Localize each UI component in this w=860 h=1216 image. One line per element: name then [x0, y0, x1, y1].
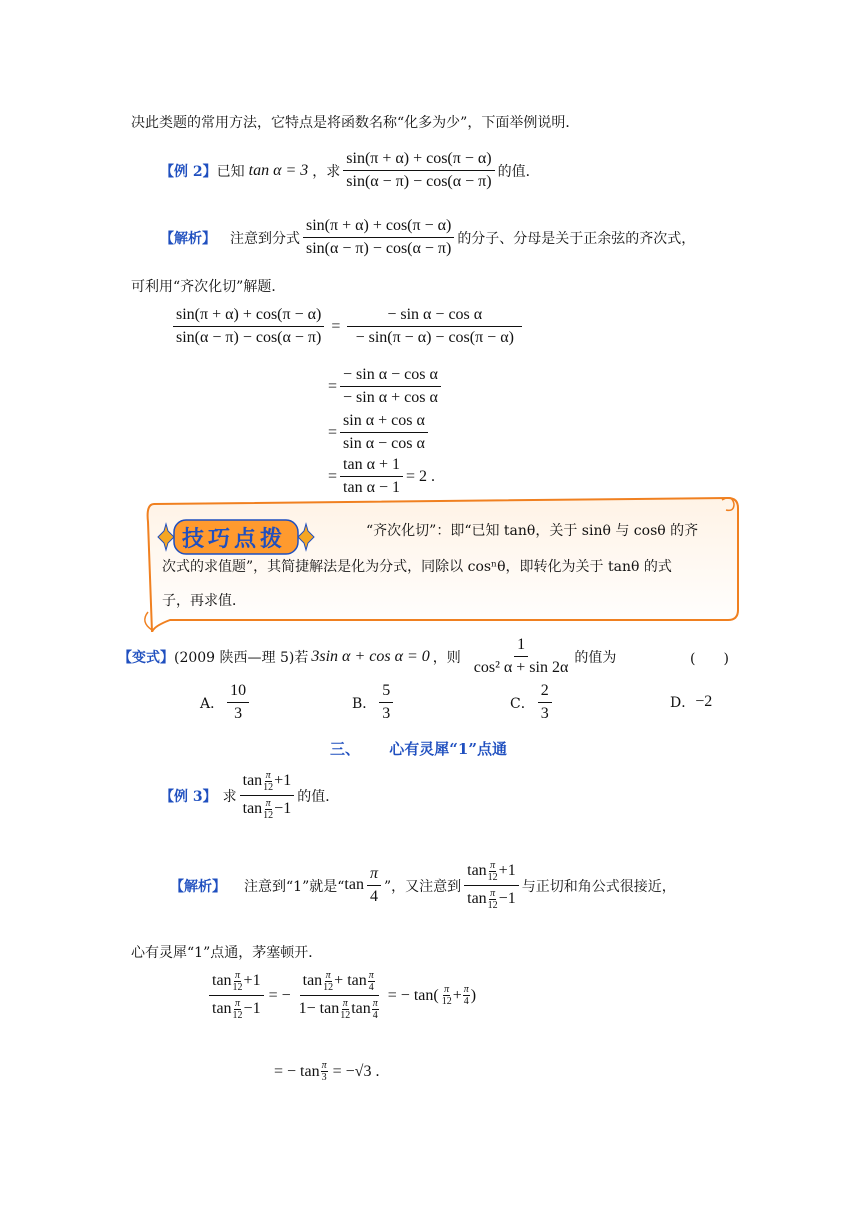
tip-line-2: 次式的求值题”，其简捷解法是化为分式，同除以 cosⁿθ，即转化为关于 tanθ 的式	[162, 559, 672, 575]
option-label: C．	[510, 695, 535, 712]
solution-3-text-after: 与正切和角公式很接近，	[521, 878, 676, 895]
answer-paren: ( )	[690, 651, 729, 667]
variant-fraction	[471, 636, 572, 677]
solution-2-fraction	[303, 217, 454, 258]
equals-sign: = − tan	[274, 1062, 320, 1080]
fraction-numerator: sin α + cos α	[340, 412, 428, 433]
equals-sign: =	[328, 423, 338, 441]
equals-sign: = − tan(	[387, 986, 439, 1004]
derivation-step-4	[328, 456, 435, 497]
example-3	[160, 770, 339, 821]
fraction-numerator: tan α + 1	[340, 456, 403, 477]
option-label: B．	[352, 695, 377, 712]
option-b	[352, 682, 396, 723]
tan-pi-over-4: tan $\frac{\pi}{4}$	[344, 865, 384, 906]
option-d	[670, 692, 712, 712]
example-2-fraction	[343, 150, 494, 191]
tip-badge	[148, 514, 316, 560]
variant-question	[118, 636, 616, 677]
variant-tag: 【变式】	[118, 649, 174, 666]
option-c	[510, 682, 555, 723]
option-fraction	[227, 682, 249, 723]
fraction-denominator: 3	[382, 705, 391, 722]
option-fraction	[379, 682, 393, 723]
fraction-numerator: − sin α − cos α	[340, 366, 441, 387]
solution-2-text-before: 注意到分式	[230, 230, 300, 247]
solution-3-line2: 心有灵犀“1”点通，茅塞顿开．	[131, 945, 323, 961]
fraction-denominator: 3	[540, 705, 549, 722]
derivation-3-step-2: = − tan $\frac{\pi}{3}$ = −√3 .	[274, 1060, 380, 1083]
fraction-denominator: tan α − 1	[343, 479, 400, 496]
variant-text-after: 的值为	[574, 649, 617, 666]
example-3-tag: 【例 3】	[160, 788, 217, 805]
variant-text-mid: ，则	[432, 649, 461, 666]
solution-2	[160, 217, 695, 258]
option-fraction	[538, 682, 552, 723]
solution-3-text-before: 注意到“1”就是“	[244, 878, 345, 895]
example-2-tag: 【例 2】	[160, 163, 217, 180]
solution-3	[170, 860, 676, 911]
lhs-fraction: tan $\frac{\pi}{12}$ +1 tan $\frac{\pi}{12}$ −1	[209, 970, 264, 1021]
fraction-numerator: 1	[514, 636, 528, 657]
example-2-given: tan α = 3	[248, 161, 309, 179]
equals-sign: =	[331, 317, 341, 335]
step-4-fraction	[340, 456, 403, 497]
fraction-numerator: sin(π + α) + cos(π − α)	[303, 217, 454, 238]
solution-3-text-mid: ”，又注意到	[383, 878, 462, 895]
derivation-3-step-1: tan $\frac{\pi}{12}$ +1 tan $\frac{\pi}{12}$ −1 = − tan $\frac{\pi}{12}$ + tan $\frac{\pi}{4}$ 1− tan $\frac{\pi}{12}$ tan $\frac{\pi}{4}$ = − tan( π 12 + π 4 )	[206, 970, 476, 1021]
example-2	[160, 150, 540, 191]
fraction-numerator: sin(π + α) + cos(π − α)	[173, 306, 324, 327]
middle-fraction: tan $\frac{\pi}{12}$ + tan $\frac{\pi}{4}$ 1− tan $\frac{\pi}{12}$ tan $\frac{\pi}{4}$	[298, 970, 378, 1021]
final-result: = −√3 .	[332, 1062, 380, 1080]
fraction-numerator: − sin α − cos α	[347, 306, 522, 327]
equals-sign: =	[328, 377, 338, 395]
fraction-denominator: sin(α − π) − cos(α − π)	[346, 173, 492, 190]
fraction-numerator: 5	[379, 682, 393, 703]
tip-line-1: “齐次化切”：即“已知 tanθ，关于 sinθ 与 cosθ 的齐	[366, 523, 699, 539]
fraction-denominator: cos² α + sin 2α	[473, 659, 569, 676]
example-3-text-after: 的值．	[297, 788, 340, 805]
fraction-numerator: tan $\frac{\pi}{12}$ +1	[464, 860, 519, 886]
step-1-rhs	[347, 306, 522, 347]
solution-2-line2: 可利用“齐次化切”解题．	[131, 279, 286, 295]
step-3-fraction	[340, 412, 428, 453]
derivation-step-1	[170, 306, 525, 347]
variant-text-before: 若	[294, 649, 309, 666]
fraction-denominator: tan $\frac{\pi}{12}$ −1	[242, 798, 292, 821]
step-1-lhs	[173, 306, 324, 347]
option-value: −2	[695, 693, 713, 710]
tip-line-3: 子，再求值．	[162, 593, 246, 609]
step-2-fraction	[340, 366, 441, 407]
intro-line: 决此类题的常用方法，它特点是将函数名称“化多为少”，下面举例说明．	[131, 115, 580, 131]
step-4-result: = 2 .	[405, 467, 436, 485]
derivation-step-2	[328, 366, 444, 407]
example-3-fraction	[240, 770, 295, 821]
fraction-denominator: sin α − cos α	[343, 435, 425, 452]
fraction-numerator: sin(π + α) + cos(π − α)	[343, 150, 494, 171]
equals-sign: =	[328, 467, 338, 485]
fraction-denominator: − sin(π − α) − cos(π − α)	[355, 329, 514, 346]
example-2-text-after: 的值．	[497, 163, 540, 180]
fraction-numerator: 2	[538, 682, 552, 703]
section-3-title: 心有灵犀“1”点通	[389, 740, 507, 758]
section-3-heading	[330, 738, 507, 759]
solution-2-text-after: 的分子、分母是关于正余弦的齐次式，	[457, 230, 696, 247]
example-2-text-mid: ，求	[312, 163, 341, 180]
example-2-text-before: 已知	[216, 163, 245, 180]
tip-badge-label: 技巧点拨	[182, 527, 287, 552]
fraction-denominator: sin(α − π) − cos(α − π)	[176, 329, 322, 346]
fraction-denominator: sin(α − π) − cos(α − π)	[306, 240, 452, 257]
fraction-numerator: 10	[227, 682, 249, 703]
solution-2-tag: 【解析】	[160, 230, 216, 247]
variant-condition: 3sin α + cos α = 0	[311, 647, 430, 665]
fraction-denominator: 3	[234, 705, 243, 722]
fraction-numerator: tan $\frac{\pi}{12}$ +1	[240, 770, 295, 796]
option-label: D．	[670, 695, 696, 711]
variant-source: (2009 陕西—理 5)	[174, 649, 295, 666]
equals-sign: = −	[268, 986, 291, 1004]
example-3-text-before: 求	[222, 788, 237, 805]
fraction-denominator: tan $\frac{\pi}{12}$ −1	[467, 888, 516, 911]
option-a	[200, 682, 252, 723]
fraction-denominator: − sin α + cos α	[343, 389, 438, 406]
option-label: A．	[200, 695, 225, 712]
solution-3-tag: 【解析】	[170, 878, 226, 895]
section-3-number: 三、	[330, 740, 361, 758]
solution-3-fraction	[464, 860, 519, 911]
derivation-step-3	[328, 412, 431, 453]
